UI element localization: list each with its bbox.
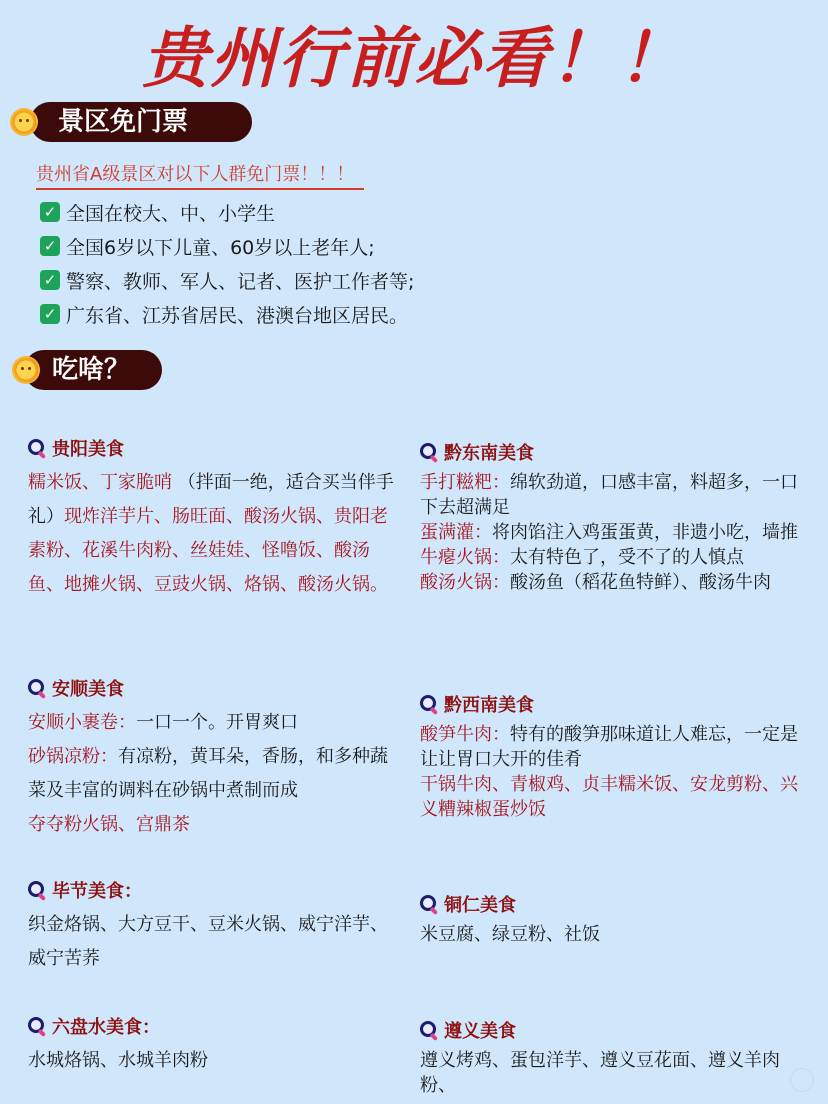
food-title-text: 毕节美食： bbox=[52, 881, 142, 902]
list-item-text: 广东省、江苏省居民、港澳台地区居民。 bbox=[66, 304, 409, 327]
list-item bbox=[40, 263, 414, 297]
section-label: 景区免门票 bbox=[58, 107, 189, 137]
list-item bbox=[40, 195, 414, 229]
food-title-text: 铜仁美食 bbox=[444, 895, 516, 916]
food-text: 米豆腐、绿豆粉、社饭 bbox=[420, 924, 600, 945]
magnifier-icon bbox=[420, 895, 438, 913]
food-title-text: 六盘水美食： bbox=[52, 1017, 160, 1038]
food-extra: 干锅牛肉、青椒鸡、贞丰糯米饭、安龙剪粉、兴义糟辣椒蛋炒饭 bbox=[420, 774, 798, 820]
food-desc: 特有的酸笋那味道让人难忘，一定是让让胃口大开的佳肴 bbox=[420, 724, 798, 770]
page-title: 贵州行前必看！！ bbox=[142, 19, 686, 97]
food-block-title bbox=[28, 1012, 398, 1040]
sun-face-icon bbox=[14, 358, 38, 382]
tickets-subtitle: 贵州省A级景区对以下人群免门票！！！ bbox=[36, 160, 364, 190]
food-text bbox=[420, 722, 810, 772]
list-item bbox=[40, 297, 414, 331]
food-desc: 太有特色了，受不了的人慎点 bbox=[510, 547, 744, 568]
food-block-title bbox=[420, 1016, 810, 1044]
food-text: 织金烙锅、大方豆干、豆米火锅、威宁洋芋、威宁苦荞 bbox=[28, 914, 388, 969]
checkmark-icon: ✓ bbox=[40, 236, 60, 256]
magnifier-icon bbox=[420, 1021, 438, 1039]
food-block-guiyang bbox=[28, 434, 398, 602]
checkmark-icon: ✓ bbox=[40, 304, 60, 324]
food-extra: 夺夺粉火锅、宫鼎茶 bbox=[28, 814, 190, 835]
food-label: 安顺小裹卷： bbox=[28, 712, 136, 733]
food-text bbox=[28, 706, 398, 740]
section-pill bbox=[30, 102, 252, 142]
food-text bbox=[28, 466, 398, 602]
food-label: 酸笋牛肉： bbox=[420, 724, 510, 745]
magnifier-icon bbox=[420, 695, 438, 713]
section-pill bbox=[24, 350, 162, 390]
food-text bbox=[420, 520, 810, 545]
sun-face-icon bbox=[12, 110, 36, 134]
food-block-bijie bbox=[28, 876, 398, 976]
food-block-title bbox=[28, 674, 398, 702]
food-block-title bbox=[420, 890, 810, 918]
magnifier-icon bbox=[28, 679, 46, 697]
food-label: 牛瘪火锅： bbox=[420, 547, 510, 568]
food-block-title bbox=[28, 876, 398, 904]
food-block-qianxinan bbox=[420, 690, 810, 822]
food-red-text-2: 现炸洋芋片、肠旺面、酸汤火锅、贵阳老素粉、花溪牛肉粉、丝娃娃、怪噜饭、酸汤鱼、地摊火锅、豆豉火锅、烙锅、酸汤火锅。 bbox=[28, 506, 388, 595]
checkmark-icon: ✓ bbox=[40, 202, 60, 222]
list-item-text: 全国在校大、中、小学生 bbox=[66, 202, 276, 225]
food-text bbox=[420, 545, 810, 570]
food-desc: 一口一个。开胃爽口 bbox=[136, 712, 298, 733]
section-label: 吃啥？ bbox=[52, 355, 131, 385]
food-block-title bbox=[420, 438, 810, 466]
food-text: 水城烙锅、水城羊肉粉 bbox=[28, 1050, 208, 1071]
food-block-qiandongnan bbox=[420, 438, 810, 595]
food-block-tongren bbox=[420, 890, 810, 947]
food-text bbox=[420, 470, 810, 520]
food-label: 砂锅凉粉： bbox=[28, 746, 118, 767]
food-label: 手打糍粑： bbox=[420, 472, 510, 493]
food-label: 蛋满灌： bbox=[420, 522, 492, 543]
food-label: 酸汤火锅： bbox=[420, 572, 510, 593]
food-block-anshun bbox=[28, 674, 398, 842]
food-block-title bbox=[28, 434, 398, 462]
list-item bbox=[40, 229, 414, 263]
list-item-text: 全国6岁以下儿童、60岁以上老年人; bbox=[66, 236, 375, 259]
food-title-text: 黔西南美食 bbox=[444, 695, 534, 716]
food-black-text: （拌面一绝，适合买当伴手礼） bbox=[28, 472, 394, 527]
food-title-text: 黔东南美食 bbox=[444, 443, 534, 464]
food-desc: 有凉粉，黄耳朵，香肠，和多种蔬菜及丰富的调料在砂锅中煮制而成 bbox=[28, 746, 388, 801]
food-red-text: 糯米饭、丁家脆哨 bbox=[28, 472, 172, 493]
watermark-icon bbox=[790, 1068, 814, 1092]
section-header-food bbox=[10, 350, 170, 390]
food-title-text: 安顺美食 bbox=[52, 679, 124, 700]
food-desc: 绵软劲道，口感丰富，料超多，一口下去超满足 bbox=[420, 472, 798, 518]
food-text bbox=[28, 740, 398, 808]
food-text: 遵义烤鸡、蛋包洋芋、遵义豆花面、遵义羊肉粉、 bbox=[420, 1050, 780, 1096]
food-block-zunyi bbox=[420, 1016, 810, 1098]
eligibility-list bbox=[40, 195, 414, 331]
food-title-text: 遵义美食 bbox=[444, 1021, 516, 1042]
checkmark-icon: ✓ bbox=[40, 270, 60, 290]
food-title-text: 贵阳美食 bbox=[52, 439, 124, 460]
list-item-text: 警察、教师、军人、记者、医护工作者等; bbox=[66, 270, 415, 293]
magnifier-icon bbox=[28, 439, 46, 457]
food-text bbox=[420, 570, 810, 595]
magnifier-icon bbox=[28, 881, 46, 899]
food-desc: 酸汤鱼（稻花鱼特鲜）、酸汤牛肉 bbox=[510, 572, 771, 593]
magnifier-icon bbox=[420, 443, 438, 461]
food-desc: 将肉馅注入鸡蛋蛋黄，非遗小吃，墙推 bbox=[492, 522, 798, 543]
section-header-tickets bbox=[10, 102, 250, 142]
food-block-title bbox=[420, 690, 810, 718]
food-block-liupanshui bbox=[28, 1012, 398, 1078]
magnifier-icon bbox=[28, 1017, 46, 1035]
